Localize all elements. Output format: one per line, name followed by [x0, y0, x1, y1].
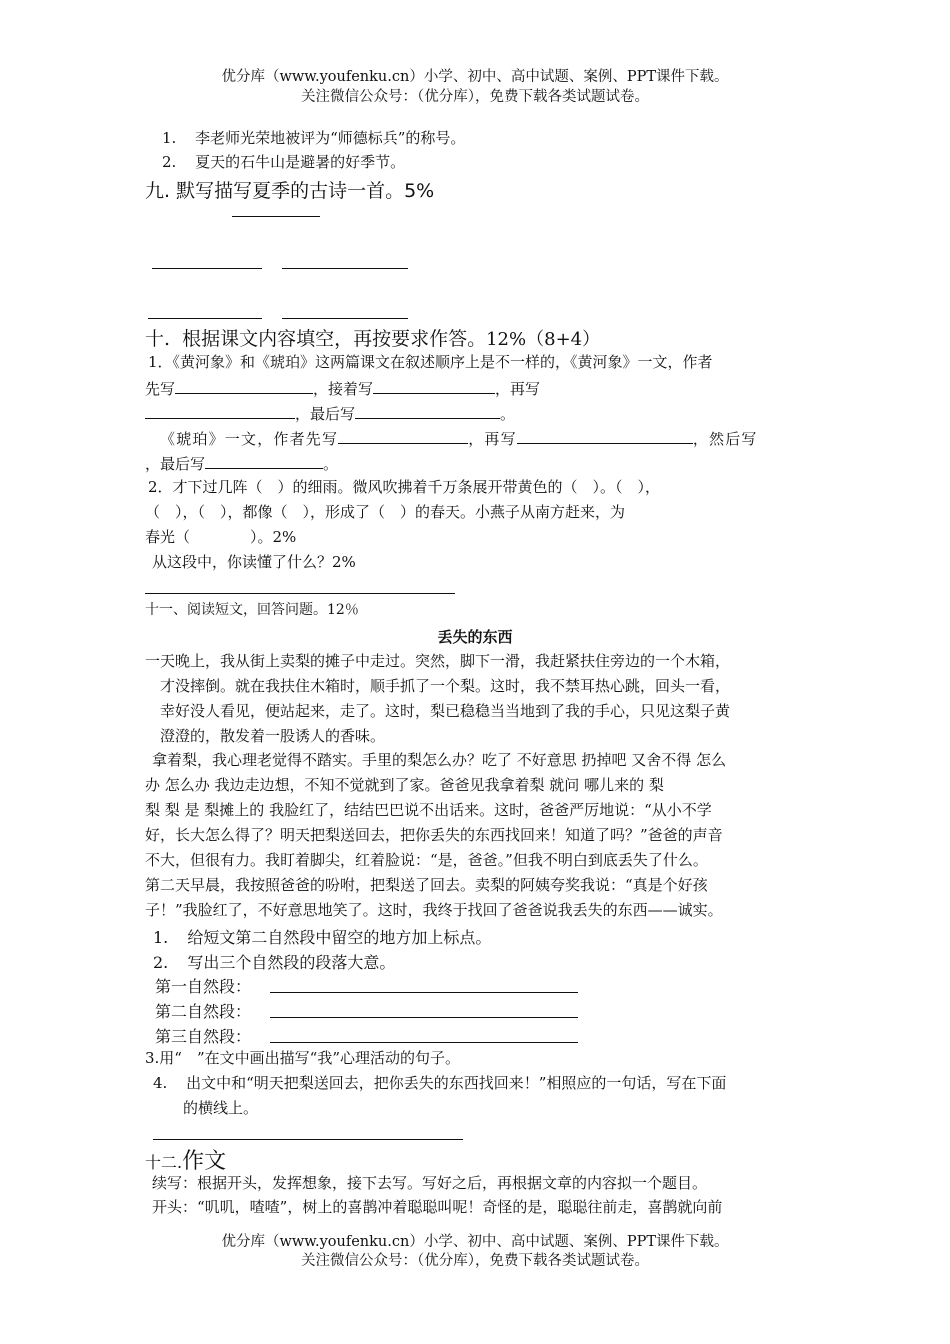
blank-q1-7[interactable] — [205, 452, 323, 469]
passage-title: 丢失的东西 — [437, 628, 513, 646]
para1-line2: 才没摔倒。就在我扶住木箱时，顺手抓了一个梨。这时，我不禁耳热心跳，回头一看， — [160, 677, 731, 695]
sec11-q4-text: 出文中和“明天把梨送回去，把你丢失的东西找回来！”相照应的一句话，写在下面 — [186, 1074, 727, 1092]
para3-line1: 第二天早晨，我按照爸爸的吩咐，把梨送了回去。卖梨的阿姨夸奖我说：“真是个好孩 — [145, 876, 708, 894]
sec10-q1-line2 — [145, 377, 540, 399]
para2-line1: 拿着梨，我心理老觉得不踏实。手里的梨怎么办？吃了 不好意思 扔掉吧 又舍不得 怎么 — [152, 751, 727, 769]
label-zaixie: ，再写 — [495, 380, 541, 398]
sec10-q2-line3: 春光（ ）。2% — [145, 528, 297, 546]
header-line-2: 关注微信公众号：（优分库），免费下载各类试题试卷。 — [301, 89, 649, 105]
label-hupo-ranhou: ，然后写 — [692, 430, 758, 448]
para1-line1: 一天晚上，我从街上卖梨的摊子中走过。突然，脚下一滑，我赶紧扶住旁边的一个木箱， — [145, 652, 731, 670]
label-xianxie: 先写 — [145, 380, 176, 398]
header-line-1: 优分库（www.youfenku.cn）小学、初中、高中试题、案例、PPT课件下载。 — [221, 69, 729, 85]
sec10-q2-line2: （ ），（ ），都像（ ），形成了（ ）的春天。小燕子从南方赶来，为 — [145, 503, 626, 521]
answer-line-p2[interactable] — [270, 1017, 578, 1018]
answer-line-q2[interactable] — [145, 593, 455, 594]
para1-line4: 澄澄的，散发着一股诱人的香味。 — [160, 727, 386, 745]
sec10-title-text: 根据课文内容填空，再按要求作答。 — [182, 328, 487, 350]
sec12-line1: 续写：根据开头，发挥想象，接下去写。写好之后，再根据文章的内容拟一个题目。 — [152, 1174, 708, 1192]
sec10-q1-line5 — [145, 452, 338, 474]
sec10-q1-line3 — [145, 402, 515, 424]
label-jiezhexie: ，接着写 — [313, 380, 374, 398]
sec11-p1-label: 第一自然段： — [155, 977, 252, 996]
sec8-item-1-text: 李老师光荣地被评为“师德标兵”的称号。 — [195, 129, 466, 147]
blank-q1-6[interactable] — [517, 427, 693, 444]
sec12-title-num: 十二. — [145, 1153, 183, 1172]
blank-q1-3[interactable] — [145, 402, 295, 419]
sec8-item-2 — [162, 152, 405, 172]
footer-line-1: 优分库（www.youfenku.cn）小学、初中、高中试题、案例、PPT课件下载。 — [221, 1234, 729, 1250]
poem-line-1b[interactable] — [282, 268, 408, 269]
para2-line4: 好，长大怎么得了？明天把梨送回去，把你丢失的东西找回来！知道了吗？”爸爸的声音 — [145, 826, 723, 844]
blank-q1-5[interactable] — [338, 427, 468, 444]
answer-line-q4[interactable] — [153, 1139, 463, 1140]
sec11-q2 — [153, 950, 395, 973]
para2-line2: 办 怎么办 我边走边想，不知不觉就到了家。爸爸见我拿着梨 就问 哪儿来的 梨 — [145, 776, 664, 794]
sec8-item-1 — [162, 128, 465, 148]
sec11-q2-number: 2. — [153, 953, 169, 972]
sec10-q2-line1: 2．才下过几阵（ ）的细雨。微风吹拂着千万条展开带黄色的（ ）。（ ）， — [148, 478, 661, 496]
sec10-title — [145, 324, 600, 351]
sec10-q1-line4 — [160, 427, 758, 449]
label-hupo: 《琥珀》一文，作者先写 — [160, 430, 339, 448]
sec8-item-1-number: 1. — [162, 129, 177, 147]
sec10-title-num: 十. — [145, 328, 171, 350]
poem-line-2a[interactable] — [148, 318, 262, 319]
sec8-item-2-number: 2. — [162, 153, 177, 171]
sec11-title: 十一、阅读短文，回答问题。12％ — [145, 602, 359, 618]
para1-line3: 幸好没人看见，便站起来，走了。这时，梨已稳稳当当地到了我的手心，只见这梨子黄 — [160, 702, 731, 720]
sec11-q2-text: 写出三个自然段的段落大意。 — [187, 953, 396, 972]
blank-q1-1[interactable] — [175, 377, 313, 394]
sec11-p2-label: 第二自然段： — [155, 1002, 252, 1021]
poem-line-1a[interactable] — [152, 268, 262, 269]
sec10-q1-line1: 1．《黄河象》和《琥珀》这两篇课文在叙述顺序上是不一样的，《黄河象》一文，作者 — [148, 353, 713, 371]
answer-line-p3[interactable] — [270, 1042, 578, 1043]
answer-line-p1[interactable] — [270, 992, 578, 993]
sec9-title: 九. 默写描写夏季的古诗一首。5% — [145, 180, 435, 202]
sec11-p3-label: 第三自然段： — [155, 1027, 252, 1046]
label-hupo-end: 。 — [323, 455, 339, 473]
footer-line-2: 关注微信公众号：（优分库），免费下载各类试题试卷。 — [301, 1253, 649, 1269]
sec11-q1 — [153, 925, 491, 948]
blank-q1-2[interactable] — [373, 377, 495, 394]
sec11-q1-number: 1. — [153, 928, 169, 947]
sec11-q4-number: 4. — [153, 1074, 168, 1092]
sec11-q1-text: 给短文第二自然段中留空的地方加上标点。 — [187, 928, 492, 947]
label-zuihouxie: ，最后写 — [295, 405, 356, 423]
sec10-q2-ask: 从这段中，你读懂了什么？2% — [152, 553, 356, 571]
poem-line-2b[interactable] — [282, 318, 408, 319]
sec12-title-text: 作文 — [182, 1149, 227, 1174]
sec8-item-2-text: 夏天的石牛山是避暑的好季节。 — [195, 153, 406, 171]
sec11-q3: 3.用“ ”在文中画出描写“我”心理活动的句子。 — [145, 1049, 460, 1067]
sec12-line2: 开头：“叽叽，喳喳”，树上的喜鹊冲着聪聪叫呢！奇怪的是，聪聪往前走，喜鹊就向前 — [152, 1198, 723, 1216]
poem-title-line[interactable] — [232, 216, 320, 217]
para2-line3: 梨 梨 是 梨摊上的 我脸红了，结结巴巴说不出话来。这时，爸爸严厉地说：“从小不学 — [145, 801, 712, 819]
sec11-q4-line1 — [153, 1073, 726, 1093]
label-hupo-zaixie: ，再写 — [468, 430, 517, 448]
label-end: 。 — [500, 405, 516, 423]
sec12-title — [145, 1144, 226, 1175]
sec10-title-score: 12%（8+4） — [486, 329, 601, 350]
blank-q1-4[interactable] — [355, 402, 500, 419]
sec11-q4-line2: 的横线上。 — [183, 1099, 259, 1117]
para3-line2: 子！”我脸红了，不好意思地笑了。这时，我终于找回了爸爸说我丢失的东西——诚实。 — [145, 901, 723, 919]
label-hupo-zuihou: ，最后写 — [145, 455, 206, 473]
para2-line5: 不大，但很有力。我盯着脚尖，红着脸说：“是，爸爸。”但我不明白到底丢失了什么。 — [145, 851, 708, 869]
